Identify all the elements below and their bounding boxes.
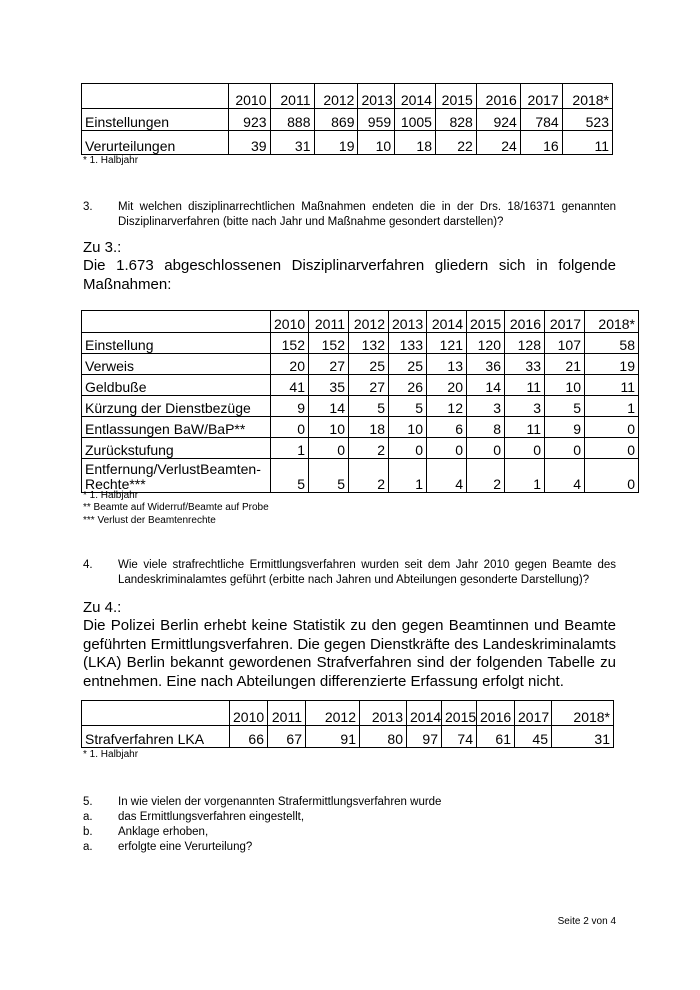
header-cell: 2016: [505, 311, 545, 333]
cell: 39: [228, 131, 270, 155]
cell: 3: [505, 396, 545, 417]
cell: 11: [505, 417, 545, 438]
cell: 27: [309, 354, 349, 375]
row-label: Entlassungen BaW/BaP**: [82, 417, 271, 438]
cell: 10: [358, 131, 395, 155]
cell: 41: [271, 375, 309, 396]
cell: 22: [435, 131, 476, 155]
cell: 1005: [395, 109, 436, 131]
cell: 128: [505, 333, 545, 354]
table-row: [82, 333, 639, 354]
cell: 5: [309, 459, 349, 493]
question-number: 4.: [83, 559, 93, 571]
cell: 959: [358, 109, 395, 131]
footnote: *** Verlust der Beamtenrechte: [83, 515, 216, 526]
cell: 21: [545, 354, 585, 375]
cell: 12: [427, 396, 467, 417]
cell: 5: [271, 459, 309, 493]
cell: 45: [515, 726, 552, 748]
header-cell: [82, 84, 229, 109]
cell: 4: [427, 459, 467, 493]
table-einstellungen-verurteilungen: [81, 83, 613, 155]
header-cell: 2016: [477, 701, 515, 726]
cell: 923: [228, 109, 270, 131]
cell: 0: [585, 459, 639, 493]
table-row: [82, 726, 614, 748]
cell: 121: [427, 333, 467, 354]
cell: 61: [477, 726, 515, 748]
header-cell: 2015: [435, 84, 476, 109]
table-row: [82, 459, 639, 493]
row-label: Einstellungen: [82, 109, 229, 131]
cell: 97: [407, 726, 442, 748]
table-strafverfahren-lka: [81, 700, 614, 748]
table-row: [82, 131, 613, 155]
header-cell: 2018*: [585, 311, 639, 333]
cell: 31: [270, 131, 314, 155]
cell: 0: [271, 417, 309, 438]
row-label: Strafverfahren LKA: [82, 726, 230, 748]
header-cell: 2011: [309, 311, 349, 333]
header-cell: 2017: [520, 84, 562, 109]
cell: 10: [389, 417, 427, 438]
footnote: * 1. Halbjahr: [83, 490, 139, 501]
cell: 33: [505, 354, 545, 375]
cell: 80: [360, 726, 407, 748]
cell: 67: [268, 726, 306, 748]
cell: 36: [467, 354, 505, 375]
footnote: ** Beamte auf Widerruf/Beamte auf Probe: [83, 502, 269, 513]
row-label: Verurteilungen: [82, 131, 229, 155]
cell: 18: [349, 417, 389, 438]
footnote: * 1. Halbjahr: [83, 749, 139, 760]
header-cell: 2010: [230, 701, 268, 726]
cell: 0: [427, 438, 467, 459]
table-row: [82, 438, 639, 459]
cell: 19: [585, 354, 639, 375]
table-header-row: [82, 701, 614, 726]
cell: 0: [389, 438, 427, 459]
cell: 0: [309, 438, 349, 459]
table-header-row: [82, 84, 613, 109]
row-label: Geldbuße: [82, 375, 271, 396]
cell: 3: [467, 396, 505, 417]
header-cell: 2016: [476, 84, 520, 109]
cell: 107: [545, 333, 585, 354]
question-text: Mit welchen disziplinarrechtlichen Maßnahmen endeten die in der Drs. 18/16371 genannten Disziplinarverfahren (bitte nach Jahr und Maßnahme gesondert darstellen)?: [118, 201, 616, 228]
header-cell: 2010: [228, 84, 270, 109]
answer-heading: Zu 4.:: [83, 599, 122, 616]
cell: 0: [585, 417, 639, 438]
answer-text: Die Polizei Berlin erhebt keine Statistik zu den gegen Beamtinnen und Beamte geführten Ermittlungsverfahren. Die gegen Dienstkräfte des Landeskriminalamts (LKA) Berlin bekannt gewordenen Strafverfahren sind der folgenden Tabelle zu entnehmen. Eine nach Abteilungen differenzierte Erfassung erfolgt nicht.: [83, 617, 616, 690]
cell: 2: [349, 459, 389, 493]
question-4: [83, 558, 616, 588]
cell: 4: [545, 459, 585, 493]
list-marker: a.: [83, 841, 93, 853]
header-cell: 2010: [271, 311, 309, 333]
header-cell: 2014: [395, 84, 436, 109]
question-number: 5.: [83, 796, 93, 808]
cell: 20: [271, 354, 309, 375]
cell: 1: [271, 438, 309, 459]
table-row: [82, 375, 639, 396]
cell: 91: [306, 726, 360, 748]
cell: 0: [545, 438, 585, 459]
cell: 869: [314, 109, 358, 131]
cell: 1: [389, 459, 427, 493]
answer-heading: Zu 3.:: [83, 239, 122, 256]
cell: 19: [314, 131, 358, 155]
header-cell: 2013: [360, 701, 407, 726]
cell: 14: [309, 396, 349, 417]
cell: 9: [545, 417, 585, 438]
question-3: [83, 200, 616, 230]
cell: 5: [389, 396, 427, 417]
header-cell: 2018*: [552, 701, 614, 726]
cell: 25: [389, 354, 427, 375]
header-cell: 2017: [545, 311, 585, 333]
list-text: das Ermittlungsverfahren eingestellt,: [118, 811, 305, 823]
list-text: erfolgte eine Verurteilung?: [118, 841, 253, 853]
list-item: [83, 825, 616, 840]
table-row: [82, 109, 613, 131]
cell: 58: [585, 333, 639, 354]
cell: 8: [467, 417, 505, 438]
cell: 9: [271, 396, 309, 417]
cell: 66: [230, 726, 268, 748]
header-cell: 2018*: [562, 84, 612, 109]
list-marker: b.: [83, 826, 93, 838]
header-cell: 2011: [270, 84, 314, 109]
cell: 27: [349, 375, 389, 396]
cell: 11: [562, 131, 612, 155]
cell: 784: [520, 109, 562, 131]
cell: 5: [349, 396, 389, 417]
cell: 18: [395, 131, 436, 155]
cell: 120: [467, 333, 505, 354]
list-item: [83, 810, 616, 825]
cell: 10: [309, 417, 349, 438]
cell: 0: [467, 438, 505, 459]
cell: 888: [270, 109, 314, 131]
question-text: Wie viele strafrechtliche Ermittlungsverfahren wurden seit dem Jahr 2010 gegen Beamte des Landeskriminalamtes geführt (erbitte nach Jahren und Abteilungen gesonderte Darstellung)?: [118, 559, 616, 586]
cell: 35: [309, 375, 349, 396]
cell: 828: [435, 109, 476, 131]
cell: 31: [552, 726, 614, 748]
header-cell: 2017: [515, 701, 552, 726]
header-cell: 2013: [389, 311, 427, 333]
header-cell: 2014: [427, 311, 467, 333]
cell: 25: [349, 354, 389, 375]
cell: 6: [427, 417, 467, 438]
list-marker: a.: [83, 811, 93, 823]
cell: 0: [585, 438, 639, 459]
question-number: 3.: [83, 201, 93, 213]
cell: 133: [389, 333, 427, 354]
header-cell: 2013: [358, 84, 395, 109]
header-cell: [82, 701, 230, 726]
cell: 924: [476, 109, 520, 131]
list-item: [83, 840, 616, 855]
cell: 152: [309, 333, 349, 354]
cell: 132: [349, 333, 389, 354]
header-cell: 2015: [442, 701, 477, 726]
row-label: Kürzung der Dienstbezüge: [82, 396, 271, 417]
cell: 74: [442, 726, 477, 748]
header-cell: 2015: [467, 311, 505, 333]
footnote: * 1. Halbjahr: [83, 155, 139, 166]
answer-text: Die 1.673 abgeschlossenen Disziplinarverfahren gliedern sich in folgende Maßnahmen:: [83, 257, 616, 293]
cell: 24: [476, 131, 520, 155]
question-text: In wie vielen der vorgenannten Strafermittlungsverfahren wurde: [118, 796, 442, 808]
cell: 0: [505, 438, 545, 459]
list-text: Anklage erhoben,: [118, 826, 209, 838]
row-label: Zurückstufung: [82, 438, 271, 459]
header-cell: 2012: [306, 701, 360, 726]
cell: 5: [545, 396, 585, 417]
header-cell: 2012: [349, 311, 389, 333]
cell: 16: [520, 131, 562, 155]
table-row: [82, 354, 639, 375]
table-header-row: [82, 311, 639, 333]
header-cell: 2014: [407, 701, 442, 726]
header-cell: [82, 311, 271, 333]
cell: 1: [505, 459, 545, 493]
cell: 26: [389, 375, 427, 396]
cell: 1: [585, 396, 639, 417]
question-5: [83, 795, 616, 810]
header-cell: 2011: [268, 701, 306, 726]
cell: 11: [585, 375, 639, 396]
table-disziplinarmassnahmen: [81, 310, 639, 493]
table-row: [82, 396, 639, 417]
cell: 14: [467, 375, 505, 396]
row-label: Entfernung/VerlustBeamten-Rechte***: [82, 459, 271, 493]
cell: 2: [349, 438, 389, 459]
cell: 20: [427, 375, 467, 396]
row-label: Einstellung: [82, 333, 271, 354]
cell: 152: [271, 333, 309, 354]
row-label: Verweis: [82, 354, 271, 375]
cell: 13: [427, 354, 467, 375]
page-number: Seite 2 von 4: [557, 916, 616, 927]
cell: 10: [545, 375, 585, 396]
table-row: [82, 417, 639, 438]
cell: 11: [505, 375, 545, 396]
cell: 523: [562, 109, 612, 131]
header-cell: 2012: [314, 84, 358, 109]
cell: 2: [467, 459, 505, 493]
